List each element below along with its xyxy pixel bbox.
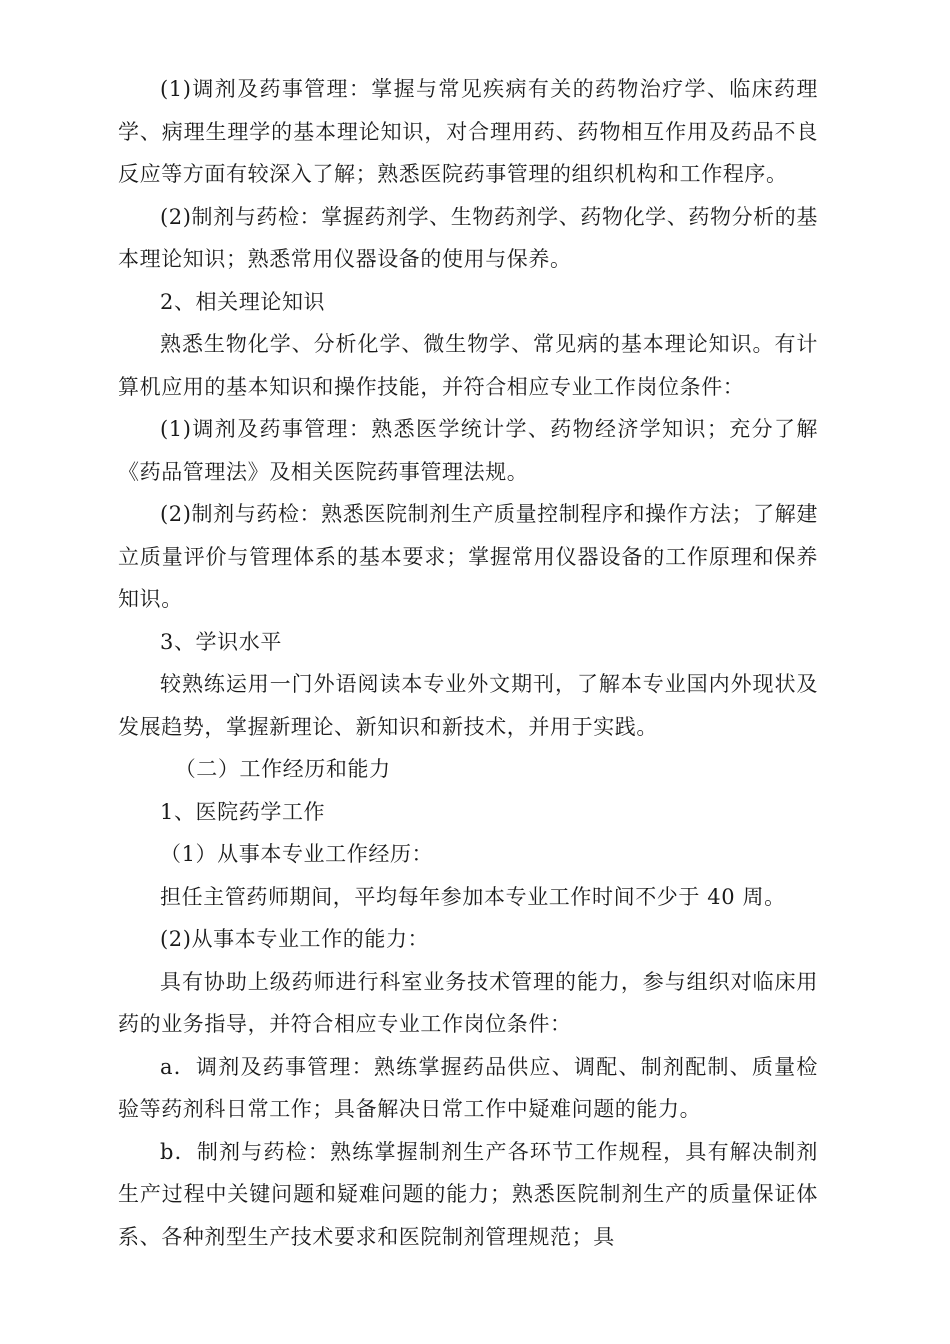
paragraph: 熟悉生物化学、分析化学、微生物学、常见病的基本理论知识。有计算机应用的基本知识和操作技能，并符合相应专业工作岗位条件： [118, 332, 818, 399]
subsection-heading: (2)从事本专业工作的能力： [160, 927, 430, 951]
paragraph: (2)制剂与药检：掌握药剂学、生物药剂学、药物化学、药物分析的基本理论知识；熟悉常用仪器设备的使用与保养。 [118, 204, 818, 271]
section-heading: 3、学识水平 [160, 629, 282, 654]
paragraph: a．调剂及药事管理：熟练掌握药品供应、调配、制剂配制、质量检验等药剂科日常工作；具备解决日常工作中疑难问题的能力。 [118, 1054, 818, 1121]
paragraph: (1)调剂及药事管理：熟悉医学统计学、药物经济学知识；充分了解《药品管理法》及相关医院药事管理法规。 [118, 417, 818, 484]
subsection-heading: （1）从事本专业工作经历： [160, 842, 434, 866]
paragraph: 担任主管药师期间，平均每年参加本专业工作时间不少于 40 周。 [160, 884, 786, 909]
section-heading: 1、医院药学工作 [160, 799, 326, 824]
paragraph: 具有协助上级药师进行科室业务技术管理的能力，参与组织对临床用药的业务指导，并符合相应专业工作岗位条件： [118, 969, 818, 1036]
paragraph: (1)调剂及药事管理：掌握与常见疾病有关的药物治疗学、临床药理学、病理生理学的基本理论知识，对合理用药、药物相互作用及药品不良反应等方面有较深入了解；熟悉医院药事管理的组织机构和工作程序。 [118, 77, 818, 186]
section-heading: （二）工作经历和能力 [174, 757, 391, 781]
section-heading: 2、相关理论知识 [160, 289, 326, 314]
paragraph: b．制剂与药检：熟练掌握制剂生产各环节工作规程，具有解决制剂生产过程中关键问题和疑难问题的能力；熟悉医院制剂生产的质量保证体系、各种剂型生产技术要求和医院制剂管理规范；具 [118, 1139, 818, 1249]
paragraph: 较熟练运用一门外语阅读本专业外文期刊，了解本专业国内外现状及发展趋势，掌握新理论、新知识和新技术，并用于实践。 [118, 672, 818, 739]
paragraph: (2)制剂与药检：熟悉医院制剂生产质量控制程序和操作方法；了解建立质量评价与管理体系的基本要求；掌握常用仪器设备的工作原理和保养知识。 [118, 502, 818, 611]
document-body [118, 68, 818, 1258]
